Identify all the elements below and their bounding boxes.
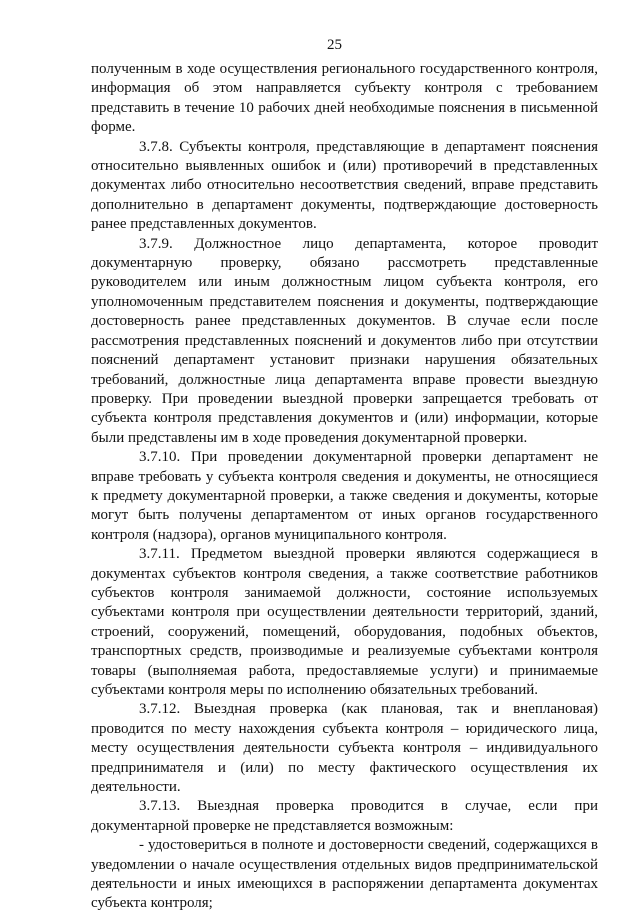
- paragraph-3-7-10: 3.7.10. При проведении документарной проверки департамент не вправе требовать у субъекта контроля сведения и документы, не относящиеся к предмету документарной проверки, а также сведения и документы, которые могут быть получены департаментом от иных органов государственного контроля (надзора), органов муниципального контроля.: [91, 449, 598, 543]
- page-number: 25: [327, 37, 342, 53]
- paragraph-3-7-13: 3.7.13. Выездная проверка проводится в случае, если при документарной проверке не представляется возможным:: [91, 798, 598, 834]
- paragraph-3-7-12: 3.7.12. Выездная проверка (как плановая, так и внеплановая) проводится по месту нахождения субъекта контроля – юридического лица, месту осуществления деятельности субъекта контроля – индивидуального предпринимателя и (или) по месту фактического осуществления их деятельности.: [91, 701, 598, 796]
- list-item: - удостовериться в полноте и достоверности сведений, содержащихся в уведомлении о начале осуществления отдельных видов предпринимательской деятельности и иных имеющихся в распоряжении департамента документах субъекта контроля;: [91, 837, 598, 912]
- paragraph-3-7-8: 3.7.8. Субъекты контроля, представляющие в департамент пояснения относительно выявленных ошибок и (или) противоречий в представленных документах либо относительно несоответствия сведений, вправе представить дополнительно в департамент документы, подтверждающие достоверность ранее представленных документов.: [91, 138, 598, 233]
- paragraph-3-7-11: 3.7.11. Предметом выездной проверки являются содержащиеся в документах субъектов контроля сведения, а также соответствие работников субъектов контроля занимаемой должности, состояние используемых субъектами контроля при осуществлении деятельности территорий, зданий, строений, сооружений, помещений, оборудования, подобных объектов, транспортных средств, производимые и реализуемые субъектами контроля товары (выполняемая работа, предоставляемые услуги) и принимаемые субъектами контроля меры по исполнению обязательных требований.: [91, 546, 598, 698]
- paragraph-continuation: полученным в ходе осуществления регионального государственного контроля, информация об этом направляется субъекту контроля с требованием представить в течение 10 рабочих дней необходимые пояснения в письменной форме.: [91, 61, 598, 136]
- paragraph-3-7-9: 3.7.9. Должностное лицо департамента, которое проводит документарную проверку, обязано рассмотреть представленные руководителем или иным должностным лицом субъекта контроля, его уполномоченным представителем пояснения и документы, подтверждающие достоверность ранее представленных документов. В случае если после рассмотрения представленных пояснений и документов либо при отсутствии пояснений департамент установит признаки нарушения обязательных требований, должностные лица департамента вправе провести выездную проверку. При проведении выездной проверки запрещается требовать от субъекта контроля представления документов и (или) информации, которые были представлены им в ходе проведения документарной проверки.: [91, 235, 598, 446]
